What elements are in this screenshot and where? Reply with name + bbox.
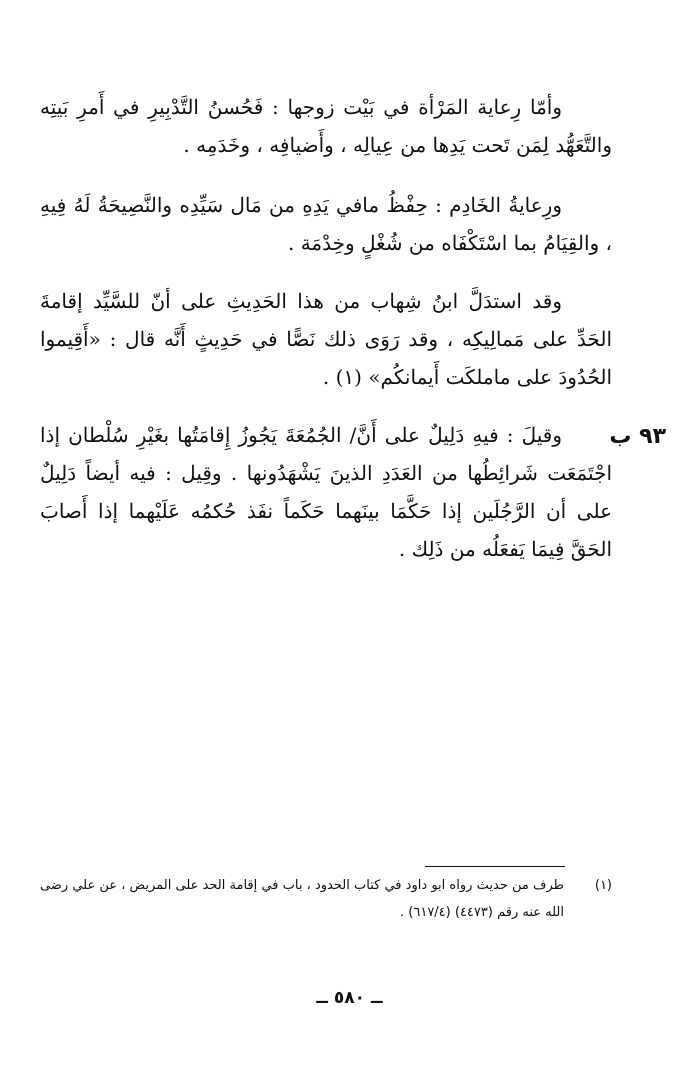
paragraph-wife-care: وأمّا رِعاية المَرْأة في بَيْت زوجها : فَحُسنُ التَّدْبِيرِ في أَمرِ بَيتِه والتَّعَهُّد لِمَن تَحت يَدِها من عِيالِه ، وأَضيافِه ، وخَدَمِه . [40,95,612,157]
page-number: ــ ٥٨٠ ــ [316,988,383,1008]
paragraph-ibn-shihab: وقد استدَلَّ ابنُ شِهاب من هذا الحَدِيثِ على أنّ للسَّيِّد إقامةَ الحَدِّ على مَمالِيكِه ، وقد رَوَى ذلك نَصًّا في حَدِيثٍ أَنَّه قال : «أَقِيموا الحُدُودَ على ماملكَت أَيمانكُم» (١) . [40,289,612,389]
footnote-text: طرف من حديث رواه ابو داود في كتاب الحدود ، باب في إقامة الحد على المريض ، عن علي رضى الله عنه رقم (٤٤٧٣) (٦١٧/٤) . [40,878,564,920]
footnote [40,872,612,926]
footnote-number: (١) [594,878,612,893]
paragraph-servant-care: ورِعايةُ الخَادِم : حِفْظُ مافي يَدِهِ من مَال سَيِّدِه والنَّصِيحَةُ لَهُ فِيهِ ، والقِيَامُ بما اسْتَكْفَاه من شُغْلٍ وخِدْمَة . [40,193,612,255]
paragraph-friday-prayer: وقيلَ : فيهِ دَلِيلٌ على أَنَّ/ الجُمُعَةَ يَجُوزُ إِقامَتُها بغَيْرِ سُلْطان إذا اجْتَمَعَت شَرائِطُها من العَدَدِ الذينَ يَشْهَدُونها . وقِيل : فيه أيضاً دَلِيلٌ على أن الرَّجُلَين إذا حَكَّمَا بينَهما حَكَماً نفَذ حُكمُه عَلَيْهما إذا أَصابَ الحَقَّ فِيمَا يَفعَلُه من ذَلِك . [40,423,612,561]
manuscript-folio-note: ٩٣ ب [609,424,666,449]
footnote-separator [425,866,565,867]
